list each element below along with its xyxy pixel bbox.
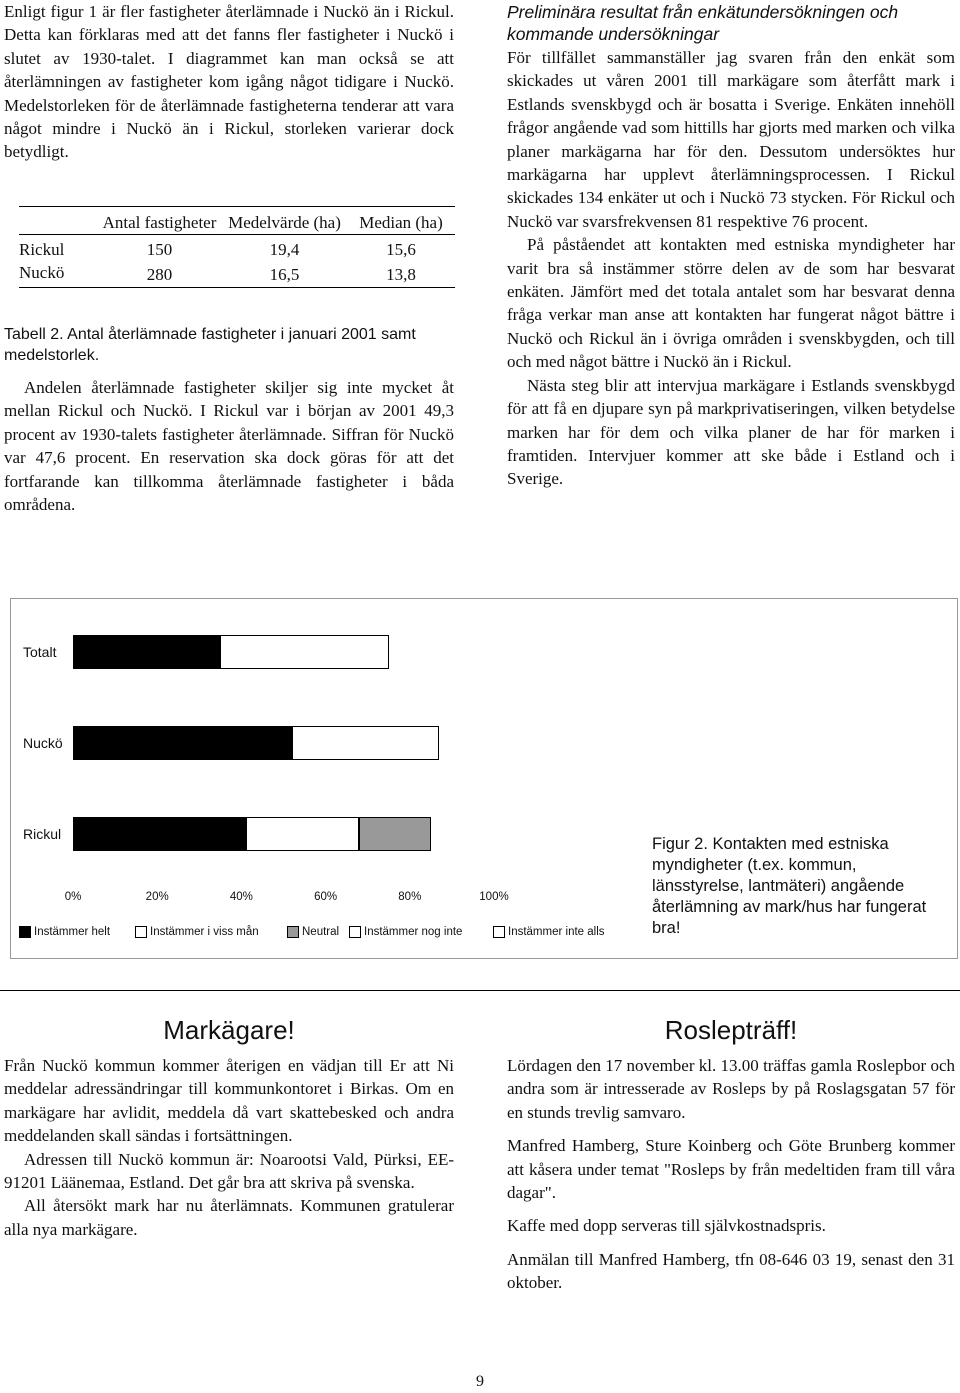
notice-paragraph: Lördagen den 17 november kl. 13.00 träffas gamla Roslepbor och andra som är intresserade av Rosleps by på Roslagsgatan 57 för en stunds trevlig samvaro.: [507, 1056, 955, 1122]
figure-caption: Figur 2. Kontakten med estniska myndigheter (t.ex. kommun, länsstyrelse, lantmäteri) angående återlämning av mark/hus har fungerat bra!: [652, 835, 927, 937]
x-tick-label: 40%: [229, 891, 253, 903]
right-paragraph-2: På påståendet att kontakten med estniska myndigheter har varit bra så instämmer större delen av de som har besvarat enkäten. Jämfört med det totala antalet som har besvarat denna fråga verkar man anse att kontakten har fungerat något bättre i Nuckö och Rickul än i övriga områden i svenskbygden, och till och med något bättre i Nuckö än i Rickul.: [507, 235, 955, 372]
legend-item: [493, 926, 605, 938]
left-paragraph-1: Enligt figur 1 är fler fastigheter återlämnade i Nuckö än i Rickul. Detta kan förklaras med att det fanns fler fastigheter i Nuckö i slutet av 1930-talet. I diagrammet kan man också se att återlämningen av fastigheter kom igång något tidigare i Nuckö. Medelstorleken för de återlämnade fastigheterna tenderar att vara något mindre i Nuckö än i Rickul, storleken varierar dock betydligt.: [4, 2, 454, 162]
page-number: 9: [476, 1373, 484, 1390]
legend-label: Neutral: [302, 926, 340, 938]
legend-swatch: [493, 926, 505, 938]
legend-item: [287, 926, 339, 938]
notice-markagare: [4, 1015, 454, 1241]
x-tick-label: 0%: [64, 891, 82, 903]
legend-label: Instämmer inte alls: [508, 926, 605, 938]
legend-swatch: [287, 926, 299, 938]
bar-segment: [73, 635, 220, 669]
notice-rosleptraff: [507, 1015, 955, 1295]
right-paragraph-1: För tillfället sammanställer jag svaren från den enkät som skickades ut våren 2001 till markägare som återfått mark i Estlands svenskbygd och är bosatta i Sverige. Enkäten innehöll frågor angående vad som hittills har gjorts med marken och vilka planer markägarna har för den. Dessutom undersöktes hur markägarna har upplevt återlämningsprocessen. I Rickul skickades 134 enkäter ut och i Nuckö 73 stycken. För Rickul och Nuckö var svarsfrekvensen 81 respektive 76 procent.: [507, 48, 955, 231]
category-label: Nuckö: [23, 735, 63, 751]
legend-item: [349, 926, 462, 938]
notice-paragraph: Från Nuckö kommun kommer återigen en vädjan till Er att Ni meddelar adressändringar till kommunkontoret i Birkas. Om en markägare har avlidit, meddela då vart skattebesked och andra meddelanden skall sändas i fortsättningen.: [4, 1056, 454, 1146]
bar-segment: [359, 817, 431, 851]
table-row: [19, 261, 455, 287]
table-cell: 15,6: [386, 240, 416, 259]
table-cell: 16,5: [269, 264, 300, 284]
bar-segment: [246, 817, 360, 851]
table-cell: 13,8: [386, 264, 416, 284]
bar-segment: [73, 817, 246, 851]
notice-paragraph: Anmälan till Manfred Hamberg, tfn 08-646 03 19, senast den 31 oktober.: [507, 1249, 955, 1293]
category-label: Rickul: [23, 826, 62, 842]
legend-swatch: [349, 926, 361, 938]
x-tick-label: 60%: [314, 891, 338, 903]
section-heading: Preliminära resultat från enkätundersökningen och kommande undersökningar: [507, 2, 899, 44]
bar-segment: [220, 635, 388, 669]
table-row: [19, 235, 455, 262]
figure-2-box: [10, 598, 958, 959]
category-label: Totalt: [23, 644, 57, 660]
table-header-cell: Median (ha): [359, 213, 443, 232]
legend-label: Instämmer i viss mån: [150, 926, 259, 938]
notice-title: Markägare!: [163, 1015, 295, 1045]
section-divider: [0, 990, 960, 991]
notice-paragraph: Kaffe med dopp serveras till självkostnadspris.: [507, 1216, 826, 1236]
table-cell: 280: [146, 264, 173, 284]
bar-segment: [73, 726, 292, 760]
x-tick-label: 80%: [398, 891, 422, 903]
table-2: [19, 206, 455, 288]
notice-paragraph: Manfred Hamberg, Sture Koinberg och Göte Brunberg kommer att kåsera under temat "Rosleps by från medeltiden fram till våra dagar".: [507, 1136, 955, 1203]
left-paragraph-2: Andelen återlämnade fastigheter skiljer sig inte mycket åt mellan Rickul och Nuckö. I Rickul var i början av 2001 49,3 procent av 1930-talets fastigheter återlämnade. Siffran för Nuckö var 47,6 procent. En reservation ska dock göras för att det fortfarande kan tillkomma återlämnade fastigheter i båda områdena.: [4, 378, 454, 515]
notice-paragraph: Adressen till Nuckö kommun är: Noarootsi Vald, Pürksi, EE-91201 Läänemaa, Estland. Det går bra att skriva på svenska.: [4, 1149, 454, 1193]
table-cell: 19,4: [269, 240, 300, 259]
table-header-cell: Medelvärde (ha): [228, 213, 341, 232]
table-cell: Rickul: [19, 240, 65, 259]
legend-swatch: [19, 926, 31, 938]
right-column: [507, 1, 955, 491]
table-header-cell: [19, 207, 97, 235]
right-paragraph-3: Nästa steg blir att intervjua markägare i Estlands svenskbygd för att få en djupare syn på markprivatiseringen, vilken betydelse marken har för dem och vilka planer de har för marken i framtiden. Intervjuer kommer att ske både i Estland och i Sverige.: [507, 375, 955, 489]
legend-item: [19, 926, 110, 938]
left-column: [4, 0, 454, 164]
notice-paragraph: All återsökt mark har nu återlämnats. Kommunen gratulerar alla nya markägare.: [4, 1196, 454, 1239]
table-caption: Tabell 2. Antal återlämnade fastigheter i januari 2001 samt medelstorlek.: [4, 326, 416, 364]
legend-label: Instämmer nog inte: [364, 926, 463, 938]
left-column-lower: [4, 376, 454, 516]
table-header-row: [19, 207, 455, 235]
stacked-bar-chart: [11, 599, 631, 958]
x-tick-label: 20%: [145, 891, 169, 903]
notice-title: Roslepträff!: [664, 1015, 798, 1045]
bar-segment: [292, 726, 439, 760]
table-2-grid: [19, 207, 455, 287]
table-cell: 150: [146, 240, 173, 259]
legend-label: Instämmer helt: [34, 926, 111, 938]
legend-swatch: [135, 926, 147, 938]
legend-item: [135, 926, 259, 938]
table-header-cell: Antal fastigheter: [102, 213, 217, 232]
table-cell: Nuckö: [19, 263, 65, 282]
x-tick-label: 100%: [479, 891, 509, 903]
